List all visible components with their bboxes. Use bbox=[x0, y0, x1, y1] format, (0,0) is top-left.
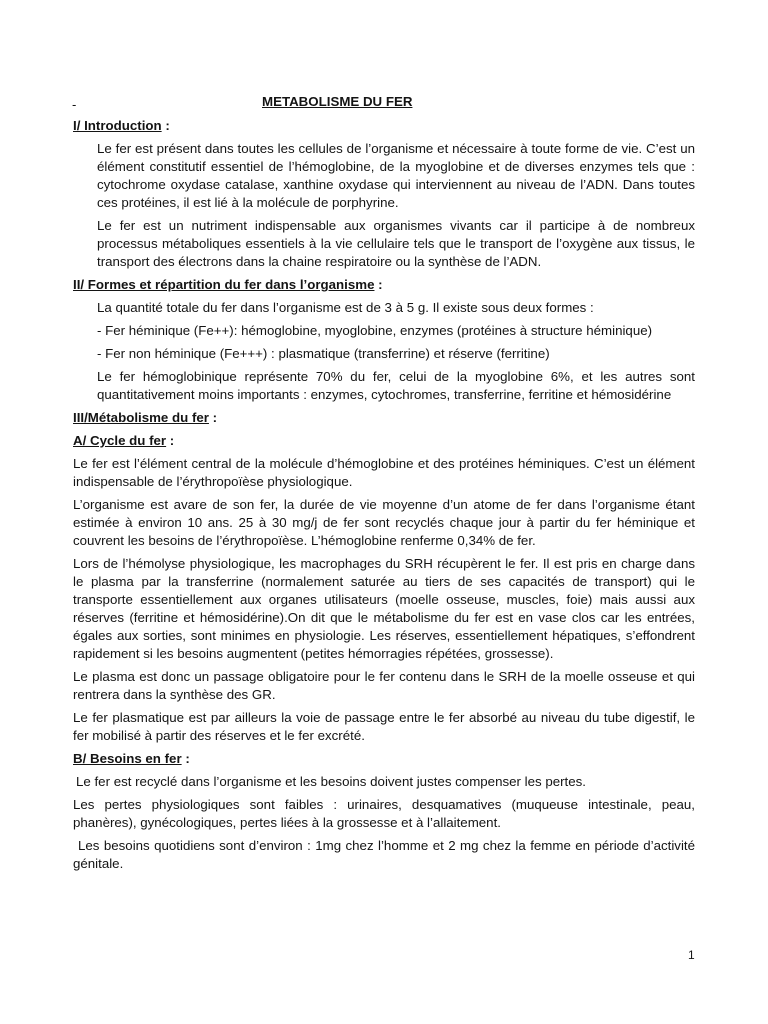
heading-colon: : bbox=[161, 118, 170, 133]
section-heading-text: II/ Formes et répartition du fer dans l’organisme bbox=[73, 277, 375, 292]
section-heading-formes bbox=[73, 276, 695, 294]
paragraph: Les pertes physiologiques sont faibles : urinaires, desquamatives (muqueuse intestinale, peau, phanères), gynécologiques, pertes liées à la grossesse et à l’allaitement. bbox=[73, 797, 695, 830]
heading-colon: : bbox=[208, 410, 218, 425]
paragraph: Les besoins quotidiens sont d’environ : 1mg chez l’homme et 2 mg chez la femme en période d’activité génitale. bbox=[73, 838, 695, 871]
heading-colon: : bbox=[374, 277, 383, 292]
list-item: - Fer héminique (Fe++): hémoglobine, myoglobine, enzymes (protéines à structure héminique) bbox=[97, 323, 653, 338]
paragraph: Le fer hémoglobinique représente 70% du fer, celui de la myoglobine 6%, et les autres sont quantitativement moins importants : enzymes, cytochromes, transferrine, ferritine et hémosidérine bbox=[97, 369, 695, 402]
stray-dash: - bbox=[72, 97, 77, 112]
section-heading-metabolisme bbox=[73, 409, 695, 427]
paragraph: Le fer plasmatique est par ailleurs la voie de passage entre le fer absorbé au niveau du tube digestif, le fer mobilisé à partir des réserves et le fer excrété. bbox=[73, 710, 695, 743]
page-title: METABOLISME DU FER bbox=[262, 94, 413, 109]
paragraph: Le fer est l’élément central de la molécule d’hémoglobine et des protéines héminiques. C’est un élément indispensable de l’érythropoïèse physiologique. bbox=[73, 456, 695, 489]
document-body bbox=[73, 117, 695, 878]
section-heading-text: I/ Introduction bbox=[73, 118, 162, 133]
paragraph: Le fer est recyclé dans l’organisme et les besoins doivent justes compenser les pertes. bbox=[76, 774, 586, 789]
paragraph: La quantité totale du fer dans l’organisme est de 3 à 5 g. Il existe sous deux formes : bbox=[97, 300, 594, 315]
heading-colon: : bbox=[181, 751, 190, 766]
section-heading-text: A/ Cycle du fer bbox=[73, 433, 167, 448]
section-heading-text: III/Métabolisme du fer bbox=[73, 410, 209, 425]
paragraph: Le fer est un nutriment indispensable aux organismes vivants car il participe à de nombreux processus métaboliques essentiels à la vie cellulaire tels que le transport de l’oxygène aux tissus, le transport des électrons dans la chaine respiratoire ou la synthèse de l’ADN. bbox=[97, 218, 695, 269]
section-heading-text: B/ Besoins en fer bbox=[73, 751, 182, 766]
paragraph: Le plasma est donc un passage obligatoire pour le fer contenu dans le SRH de la moelle osseuse et qui rentrera dans la synthèse des GR. bbox=[73, 669, 695, 702]
paragraph: Le fer est présent dans toutes les cellules de l’organisme et nécessaire à toute forme de vie. C’est un élément constitutif essentiel de l’hémoglobine, de la myoglobine et de diverses enzymes tels que : cytochrome oxydase catalase, xanthine oxydase qui interviennent au niveau de l’ADN. Dans toutes ces protéines, il est lié à la molécule de porphyrine. bbox=[97, 141, 695, 210]
subsection-heading-besoins bbox=[73, 750, 695, 768]
subsection-heading-cycle bbox=[73, 432, 695, 450]
heading-colon: : bbox=[166, 433, 175, 448]
section-heading-introduction bbox=[73, 117, 695, 135]
paragraph: L’organisme est avare de son fer, la durée de vie moyenne d’un atome de fer dans l’organisme étant estimée à environ 10 ans. 25 à 30 mg/j de fer sont recyclés chaque jour à partir du fer héminique et couvrent les besoins de l’érythropoïèse. L’hémoglobine renferme 0,34% de fer. bbox=[73, 497, 695, 548]
page-number: 1 bbox=[688, 948, 695, 962]
paragraph: Lors de l’hémolyse physiologique, les macrophages du SRH récupèrent le fer. Il est pris en charge dans le plasma par la transferrine (normalement saturée au tiers de ses capacités de transport) qui le transporte essentiellement aux organes utilisateurs (moelle osseuse, muscles, foie) mais aussi aux réserves (ferritine et hémosidérine).On dit que le métabolisme du fer est en vase clos car les entrées, égales aux sorties, sont minimes en physiologie. Les réserves, essentiellement hépatiques, s’effondrent rapidement si les besoins augmentent (petites hémorragies répétées, grossesse). bbox=[73, 556, 695, 661]
list-item: - Fer non héminique (Fe+++) : plasmatique (transferrine) et réserve (ferritine) bbox=[97, 346, 550, 361]
